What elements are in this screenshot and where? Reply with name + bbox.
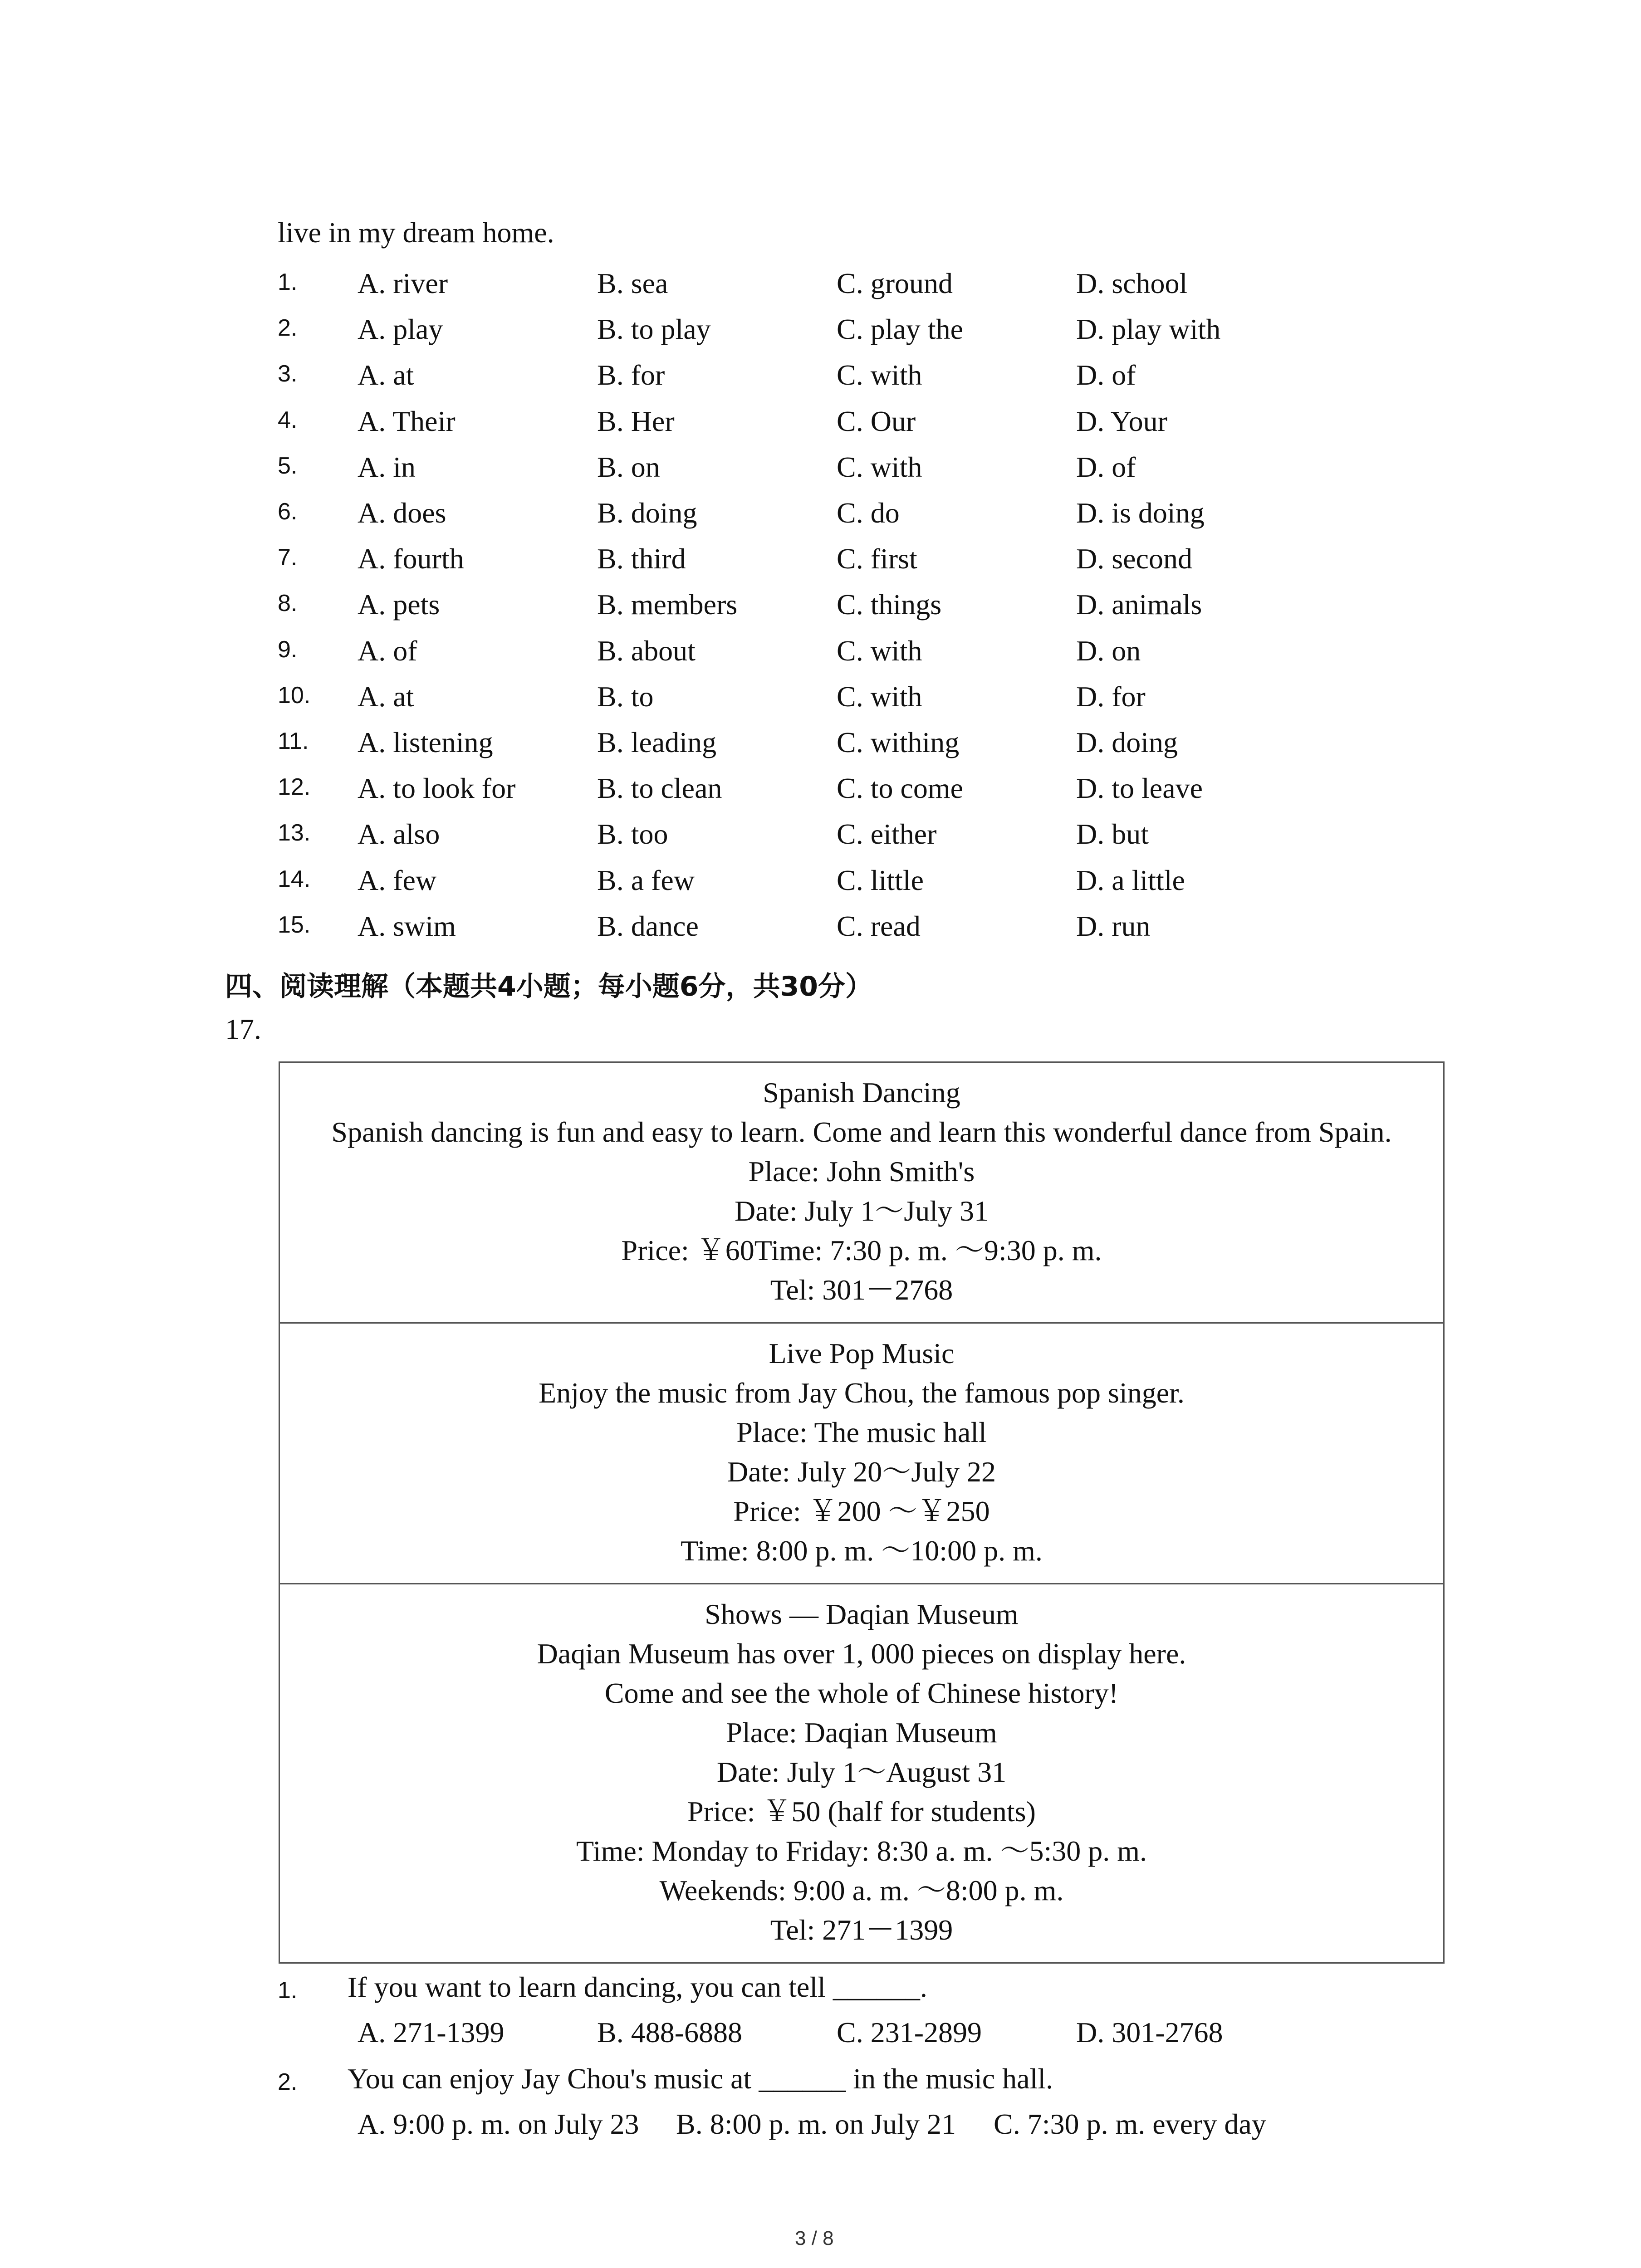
answer-option: B. 488-6888 [597,2016,742,2048]
option-a: A. at [358,680,414,713]
question-number: 12. [278,774,311,800]
option-d: D. animals [1076,588,1202,621]
option-b: B. a few [597,864,695,896]
option-b: B. to [597,680,654,713]
option-d: D. second [1076,543,1192,575]
cloze-row [0,498,1641,543]
cloze-row [0,452,1641,498]
option-b: B. for [597,359,665,391]
option-c: C. with [837,359,922,391]
option-a: A. play [358,313,443,345]
question-number: 9. [278,636,298,663]
option-a: A. does [358,497,446,529]
option-d: D. a little [1076,864,1185,896]
ad-line: Tel: 301－2768 [770,1274,953,1306]
option-d: D. but [1076,818,1149,850]
answer-option: D. 301-2768 [1076,2016,1223,2048]
ad-live-pop-music [280,1322,1443,1583]
question-number: 11. [278,728,309,754]
answer-option: C. 7:30 p. m. every day [994,2108,1266,2140]
option-a: A. at [358,359,414,391]
ad-line: Enjoy the music from Jay Chou, the famous pop singer. [539,1377,1185,1409]
option-a: A. pets [358,588,440,621]
option-a: A. swim [358,910,456,942]
question-number: 2. [278,315,298,341]
ad-line: Time: Monday to Friday: 8:30 a. m. ～5:30 p. m. [576,1835,1147,1867]
cloze-row [0,406,1641,452]
answer-option: A. 9:00 p. m. on July 23 [358,2108,639,2140]
option-c: C. Our [837,405,916,437]
option-c: C. things [837,588,942,621]
question-number: 13. [278,820,311,846]
ad-line: Place: Daqian Museum [726,1716,997,1749]
answer-option: B. 8:00 p. m. on July 21 [676,2108,956,2140]
question-stem: You can enjoy Jay Chou's music at ______ in the music hall. [348,2063,1053,2095]
option-d: D. on [1076,635,1141,667]
option-b: B. sea [597,267,668,299]
option-c: C. to come [837,772,964,804]
cloze-row [0,819,1641,865]
option-a: A. few [358,864,437,896]
option-b: B. third [597,543,686,575]
option-a: A. of [358,635,417,667]
option-b: B. members [597,588,738,621]
question-stem: If you want to learn dancing, you can tell ______. [348,1971,927,2003]
option-a: A. fourth [358,543,464,575]
option-d: D. of [1076,451,1136,483]
question-number: 4. [278,407,298,433]
ad-line: Spanish dancing is fun and easy to learn. Come and learn this wonderful dance from Spain. [331,1116,1392,1148]
cloze-row [0,314,1641,360]
section-heading: 四、阅读理解（本题共4小题；每小题6分，共30分） [225,971,872,1002]
cloze-row [0,911,1641,957]
ad-line: Daqian Museum has over 1, 000 pieces on display here. [537,1637,1186,1670]
option-a: A. also [358,818,440,850]
cloze-row [0,590,1641,635]
answer-option: A. 271-1399 [358,2016,505,2048]
ad-spanish-dancing [280,1063,1443,1322]
cloze-row [0,636,1641,681]
ad-title: Shows — Daqian Museum [705,1598,1019,1630]
cloze-row [0,682,1641,727]
question-number: 10. [278,682,311,709]
option-a: A. in [358,451,416,483]
ad-line: Place: The music hall [736,1416,987,1448]
ad-line: Weekends: 9:00 a. m. ～8:00 p. m. [659,1874,1064,1906]
question-number: 8. [278,590,298,616]
ad-title: Spanish Dancing [763,1076,960,1109]
option-c: C. either [837,818,937,850]
option-c: C. first [837,543,917,575]
option-c: C. with [837,635,922,667]
question-number: 14. [278,866,311,892]
question-number: 5. [278,453,298,479]
answer-option: C. 231-2899 [837,2016,982,2048]
ad-daqian-museum [280,1583,1443,1962]
option-a: A. Their [358,405,456,437]
ad-line: Date: July 1～August 31 [716,1756,1007,1788]
cloze-row [0,544,1641,589]
ad-line: Price: ￥50 (half for students) [687,1795,1036,1828]
cloze-row [0,360,1641,406]
option-d: D. Your [1076,405,1167,437]
option-c: C. ground [837,267,953,299]
option-c: C. with [837,680,922,713]
option-b: B. doing [597,497,697,529]
option-d: D. of [1076,359,1136,391]
option-b: B. to play [597,313,711,345]
option-a: A. to look for [358,772,516,804]
option-b: B. about [597,635,696,667]
option-b: B. leading [597,726,717,758]
page-number: 3 / 8 [795,2227,834,2249]
option-b: B. to clean [597,772,722,804]
question-number: 3. [278,361,298,387]
option-b: B. on [597,451,660,483]
question-number: 15. [278,912,311,938]
question-number: 1. [278,1977,298,2004]
option-b: B. dance [597,910,699,942]
option-d: D. is doing [1076,497,1205,529]
option-c: C. with [837,451,922,483]
option-d: D. school [1076,267,1188,299]
question-number: 17. [225,1013,261,1045]
option-c: C. read [837,910,921,942]
option-d: D. doing [1076,726,1178,758]
ad-line: Price: ￥200 ～￥250 [733,1495,990,1527]
option-c: C. little [837,864,924,896]
ads-box [279,1061,1445,1964]
ad-title: Live Pop Music [769,1337,955,1369]
option-d: D. to leave [1076,772,1203,804]
cloze-row [0,728,1641,773]
cloze-row [0,773,1641,819]
ad-line: Come and see the whole of Chinese history! [604,1677,1119,1709]
ad-line: Date: July 1～July 31 [735,1195,989,1227]
question-number: 7. [278,544,298,571]
question-number: 1. [278,269,298,295]
ad-line: Tel: 271－1399 [770,1914,953,1946]
cloze-row [0,865,1641,911]
cloze-row [0,269,1641,314]
option-c: C. play the [837,313,964,345]
intro-line: live in my dream home. [278,216,554,249]
option-d: D. for [1076,680,1146,713]
option-c: C. withing [837,726,960,758]
question-number: 2. [278,2069,298,2095]
option-d: D. play with [1076,313,1221,345]
option-c: C. do [837,497,900,529]
ad-line: Date: July 20～July 22 [727,1456,996,1488]
option-a: A. listening [358,726,493,758]
ad-line: Price: ￥60Time: 7:30 p. m. ～9:30 p. m. [621,1234,1102,1266]
option-d: D. run [1076,910,1151,942]
option-a: A. river [358,267,448,299]
option-b: B. too [597,818,668,850]
question-number: 6. [278,499,298,525]
ad-line: Place: John Smith's [748,1155,975,1188]
ad-line: Time: 8:00 p. m. ～10:00 p. m. [681,1535,1043,1567]
option-b: B. Her [597,405,675,437]
